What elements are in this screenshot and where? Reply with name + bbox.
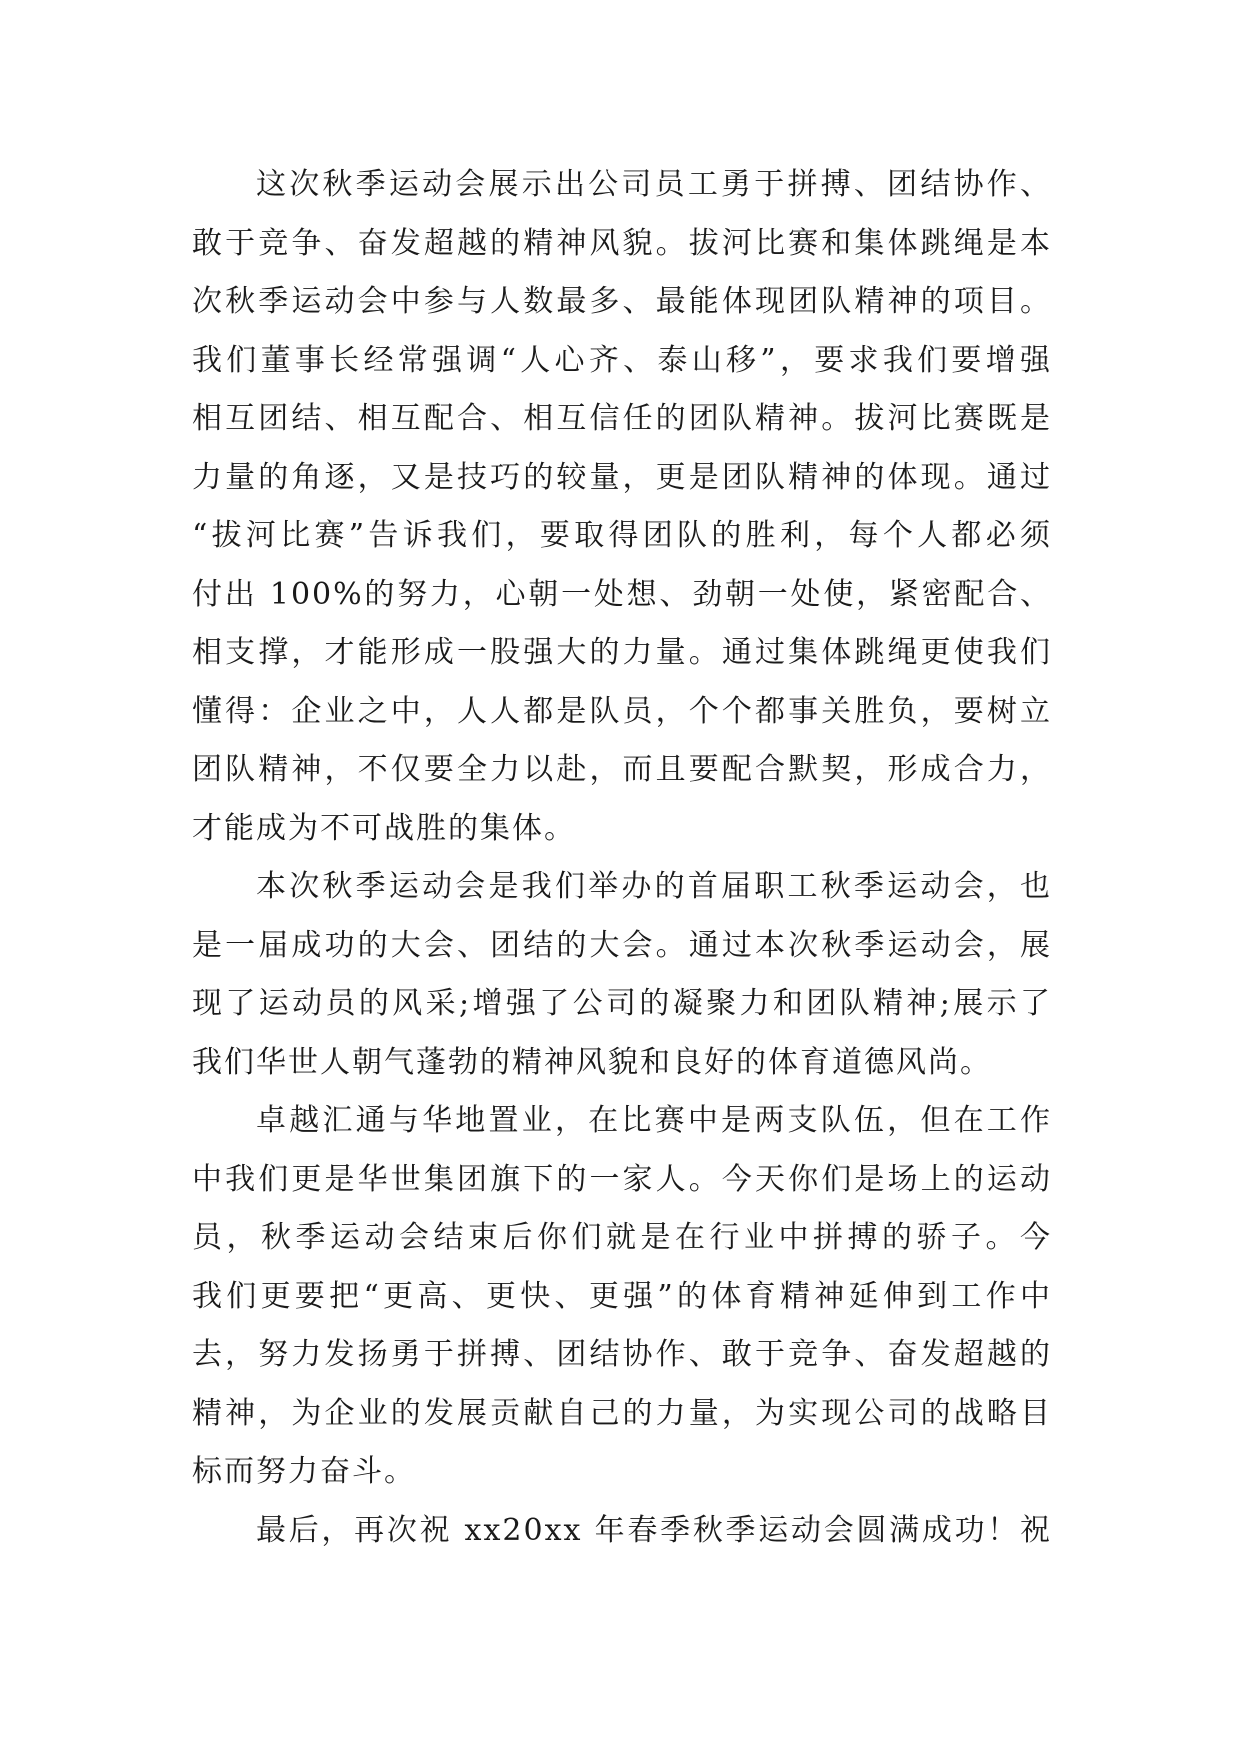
text-line: 次秋季运动会中参与人数最多、最能体现团队精神的项目。	[192, 284, 1052, 319]
text-line: 标而努力奋斗。	[192, 1454, 416, 1489]
text-line: 我们董事长经常强调“人心齐、泰山移”，要求我们要增强	[192, 342, 1052, 378]
text-line: 精神，为企业的发展贡献自己的力量，为实现公司的战略目	[192, 1395, 1052, 1431]
text-line: 最后，再次祝 xx20xx 年春季秋季运动会圆满成功！祝	[256, 1512, 1052, 1548]
text-line: 相支撑，才能形成一股强大的力量。通过集体跳绳更使我们	[192, 635, 1052, 670]
text-line: 卓越汇通与华地置业，在比赛中是两支队伍，但在工作	[256, 1103, 1052, 1138]
text-line: “拔河比赛”告诉我们，要取得团队的胜利，每个人都必须	[192, 518, 1052, 553]
text-line: 团队精神，不仅要全力以赴，而且要配合默契，形成合力，	[192, 752, 1052, 787]
text-line: 现了运动员的风采;增强了公司的凝聚力和团队精神;展示了	[192, 986, 1052, 1021]
text-line: 敢于竞争、奋发超越的精神风貌。拔河比赛和集体跳绳是本	[192, 225, 1052, 261]
body-text	[192, 156, 1052, 1560]
text-line: 员，秋季运动会结束后你们就是在行业中拼搏的骄子。今	[192, 1220, 1052, 1255]
text-line: 这次秋季运动会展示出公司员工勇于拼搏、团结协作、	[256, 167, 1052, 202]
text-line: 懂得：企业之中，人人都是队员，个个都事关胜负，要树立	[192, 693, 1052, 729]
text-line: 才能成为不可战胜的集体。	[192, 810, 576, 846]
text-line: 力量的角逐，又是技巧的较量，更是团队精神的体现。通过	[192, 459, 1052, 495]
text-line: 相互团结、相互配合、相互信任的团队精神。拔河比赛既是	[192, 401, 1052, 436]
text-line: 付出 100%的努力，心朝一处想、劲朝一处使，紧密配合、	[192, 576, 1052, 612]
text-line: 去，努力发扬勇于拼搏、团结协作、敢于竞争、奋发超越的	[192, 1337, 1052, 1372]
text-line: 中我们更是华世集团旗下的一家人。今天你们是场上的运动	[192, 1161, 1052, 1197]
text-line: 我们更要把“更高、更快、更强”的体育精神延伸到工作中	[192, 1278, 1052, 1314]
text-line: 我们华世人朝气蓬勃的精神风貌和良好的体育道德风尚。	[192, 1044, 992, 1080]
text-line: 是一届成功的大会、团结的大会。通过本次秋季运动会，展	[192, 927, 1052, 963]
text-line: 本次秋季运动会是我们举办的首届职工秋季运动会，也	[256, 869, 1052, 904]
